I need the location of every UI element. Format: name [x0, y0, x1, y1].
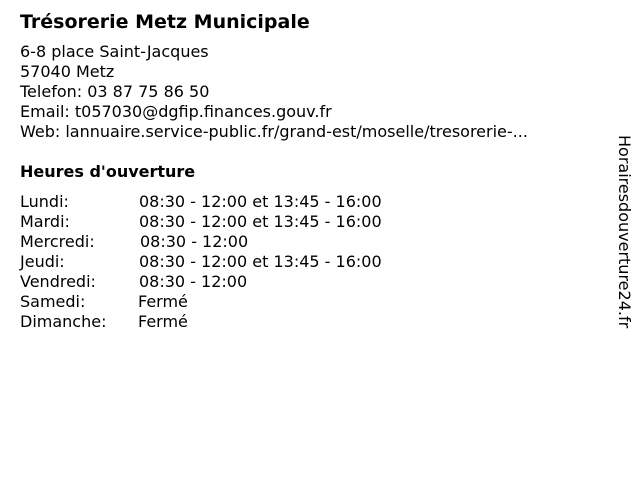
day-label: Samedi:: [20, 292, 86, 311]
hours-row-monday: [20, 192, 600, 212]
day-hours: 08:30 - 12:00: [139, 272, 248, 291]
day-label: Dimanche:: [20, 312, 107, 331]
office-name: Trésorerie Metz Municipale: [20, 11, 310, 33]
office-card: [20, 10, 600, 332]
hours-row-saturday: [20, 292, 600, 312]
day-hours: Fermé: [138, 292, 188, 311]
day-label: Jeudi:: [20, 252, 65, 271]
day-hours: 08:30 - 12:00 et 13:45 - 16:00: [139, 212, 382, 231]
hours-row-thursday: [20, 252, 600, 272]
phone-line: Telefon: 03 87 75 86 50: [20, 82, 210, 101]
web-line: Web: lannuaire.service-public.fr/grand-est/moselle/tresorerie-...: [20, 122, 528, 141]
email-line: Email: t057030@dgfip.finances.gouv.fr: [20, 102, 332, 121]
day-label: Lundi:: [20, 192, 69, 211]
day-hours: Fermé: [138, 312, 188, 331]
site-brand: Horairesdouverture24.fr: [615, 135, 634, 329]
day-hours: 08:30 - 12:00 et 13:45 - 16:00: [139, 252, 382, 271]
address-street: 6-8 place Saint-Jacques: [20, 42, 209, 61]
hours-row-friday: [20, 272, 600, 292]
day-label: Mardi:: [20, 212, 70, 231]
hours-row-tuesday: [20, 212, 600, 232]
address-city: 57040 Metz: [20, 62, 115, 81]
day-hours: 08:30 - 12:00: [140, 232, 249, 251]
hours-row-wednesday: [20, 232, 600, 252]
hours-row-sunday: [20, 312, 600, 332]
day-label: Vendredi:: [20, 272, 96, 291]
day-label: Mercredi:: [20, 232, 95, 251]
day-hours: 08:30 - 12:00 et 13:45 - 16:00: [139, 192, 382, 211]
hours-heading: Heures d'ouverture: [20, 162, 196, 181]
